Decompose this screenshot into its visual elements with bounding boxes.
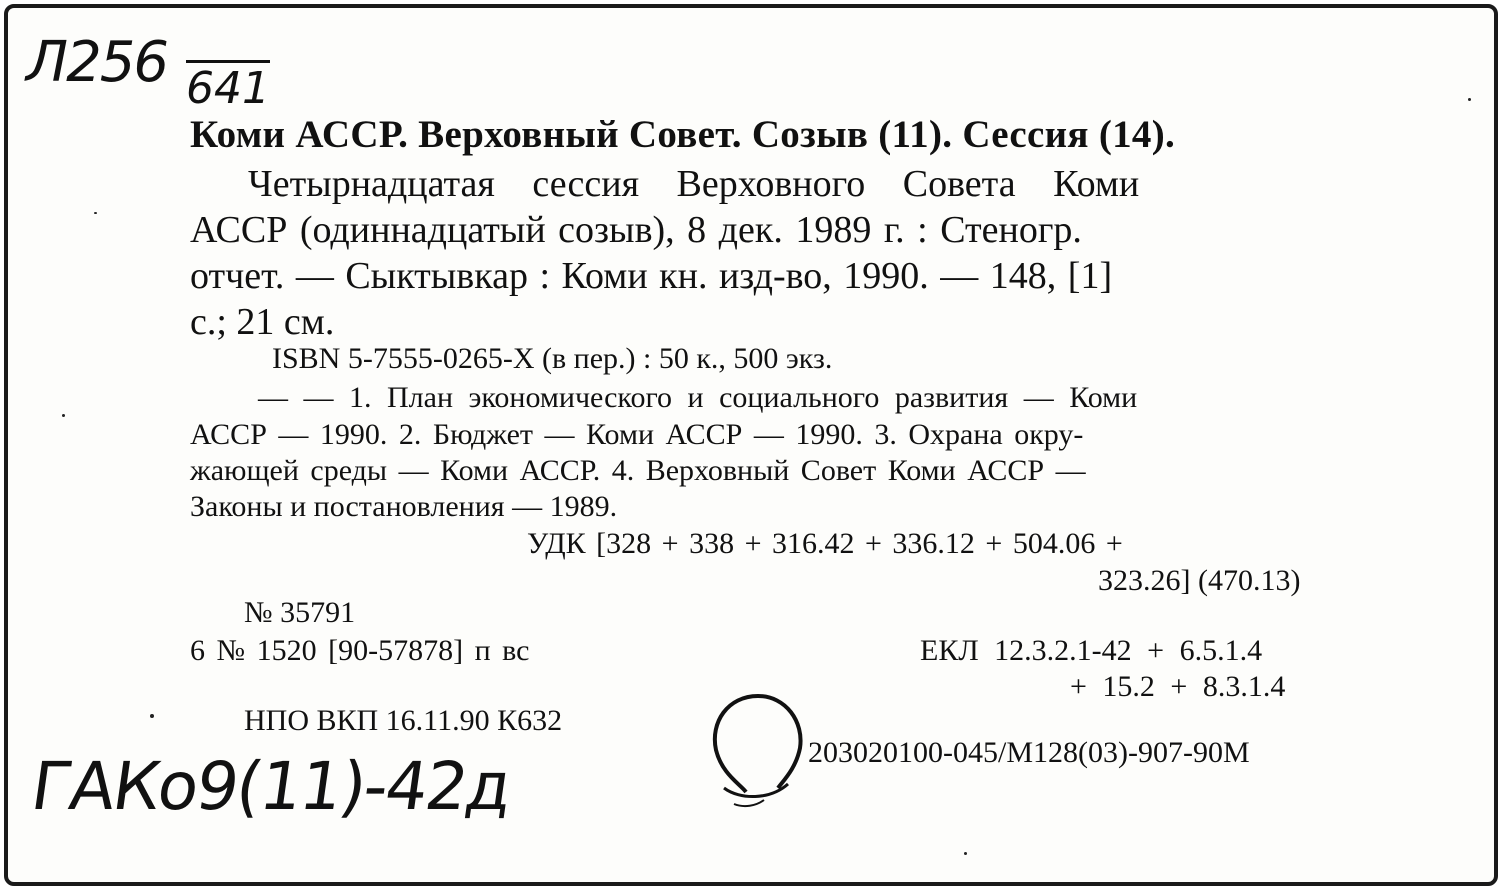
ink-speck	[964, 852, 967, 855]
circle-mark-icon	[700, 688, 820, 828]
title-line: с.; 21 см.	[190, 301, 335, 343]
handwritten-number: Л256	[26, 30, 167, 95]
catalog-number: № 35791	[244, 596, 356, 629]
title-line: АССР (одиннадцатый созыв), 8 дек. 1989 г. : Стеногр.	[190, 209, 1082, 251]
ekl-line: + 15.2 + 8.3.1.4	[1070, 670, 1286, 703]
subject-line: Законы и постановления — 1989.	[190, 490, 618, 523]
ink-speck	[62, 414, 65, 417]
title-line: отчет. — Сыктывкар : Коми кн. изд-во, 1990. — 148, [1]	[190, 255, 1113, 297]
udk-line: УДК [328 + 338 + 316.42 + 336.12 + 504.06 +	[527, 527, 1123, 560]
ink-speck	[1468, 98, 1471, 101]
code-line: 203020100-045/М128(03)-907-90М	[808, 736, 1250, 769]
subject-line: АССР — 1990. 2. Бюджет — Коми АССР — 1990. 3. Охрана окру-	[190, 418, 1084, 451]
handwritten-archive-code: ГАКо9(11)-42д	[26, 748, 515, 825]
title-line: Четырнадцатая сессия Верховного Совета Коми	[248, 163, 1140, 205]
ink-speck	[150, 714, 154, 718]
handwritten-fraction: 641	[186, 60, 270, 113]
card-heading: Коми АССР. Верховный Совет. Созыв (11). Сессия (14).	[190, 113, 1176, 156]
isbn-line: ISBN 5-7555-0265-X (в пер.) : 50 к., 500 экз.	[272, 342, 833, 375]
npo-line: НПО ВКП 16.11.90 К632	[244, 704, 563, 737]
subject-line: — — 1. План экономического и социального развития — Коми	[258, 381, 1138, 414]
ink-speck	[94, 212, 97, 214]
ekl-line: ЕКЛ 12.3.2.1-42 + 6.5.1.4	[920, 634, 1263, 667]
udk-line: 323.26] (470.13)	[1098, 564, 1301, 597]
subject-line: жающей среды — Коми АССР. 4. Верховный Совет Коми АССР —	[190, 454, 1086, 487]
order-line: 6 № 1520 [90-57878] п вс	[190, 634, 530, 667]
